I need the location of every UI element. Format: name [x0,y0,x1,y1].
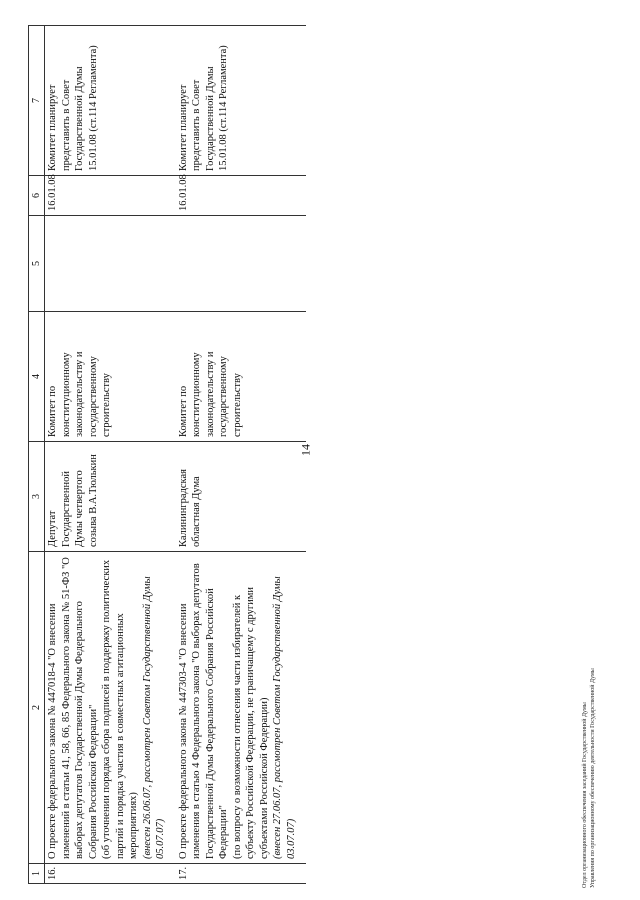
plan-cell: Комитет планирует представить в Совет Государственной Думы 15.01.08 (ст.114 Регламента) [176,26,307,176]
header-col-7: 7 [29,26,45,176]
bill-purpose: (об уточнении порядка сбора подписей в поддержку политических партий и порядка участия в совместных агитационных мероприятиях) [101,559,139,859]
col5-cell [176,216,307,312]
bill-title: О проекте федерального закона № 447018-4 "О внесении изменений в статьи 41, 58, 66, 85 Федерального закона № 51-ФЗ "О выборах депутатов Государственной Думы Федерального Собрания Российской Федерации" [47,557,99,859]
document-table-container [28,26,338,884]
plan-cell: Комитет планирует представить в Совет Государственной Думы 15.01.08 (ст.114 Регламента) [45,26,176,176]
footer-line-1: Отдел организационного обеспечения заседаний Государственной Думы [582,702,588,888]
table-row [45,26,176,884]
row-number: 16. [45,864,176,884]
initiator-cell: Депутат Государственной Думы четвертого созыва В.А.Тюлькин [45,442,176,552]
bill-title: О проекте федерального закона № 447303-4 "О внесении изменения в статью 4 Федерального закона "О выборах депутатов Государственной Думы Федерального Собрания Российской Федерации" [177,563,229,859]
date-cell: 16.01.08 [176,176,307,216]
table-row [176,26,307,884]
table-header-row [29,26,45,884]
header-col-4: 4 [29,312,45,442]
committee-cell: Комитет по конституционному законодательству и государственному строительству [176,312,307,442]
header-col-5: 5 [29,216,45,312]
bills-table [28,25,306,884]
page-number: 14 [298,444,313,456]
header-col-6: 6 [29,176,45,216]
date-cell: 16.01.08 [45,176,176,216]
bill-purpose: (по вопросу о возможности отнесения части избирателей к субъекту Российской Федерации, не граничащему с другими субъектами Российской Федерации) [231,586,270,859]
header-col-1: 1 [29,864,45,884]
bill-cell [45,552,176,864]
header-col-3: 3 [29,442,45,552]
bill-status: (внесен 26.06.07, рассмотрен Советом Государственной Думы 05.07.07) [141,576,166,859]
bill-status: (внесен 27.06.07, рассмотрен Советом Государственной Думы 03.07.07) [272,576,297,859]
row-number: 17. [176,864,307,884]
bill-cell [176,552,307,864]
header-col-2: 2 [29,552,45,864]
committee-cell: Комитет по конституционному законодательству и государственному строительству [45,312,176,442]
initiator-cell: Калининградская областная Дума [176,442,307,552]
footer-line-2: Управления по организационному обеспечению деятельности Государственной Думы [589,668,596,888]
footer [582,568,597,888]
col5-cell [45,216,176,312]
